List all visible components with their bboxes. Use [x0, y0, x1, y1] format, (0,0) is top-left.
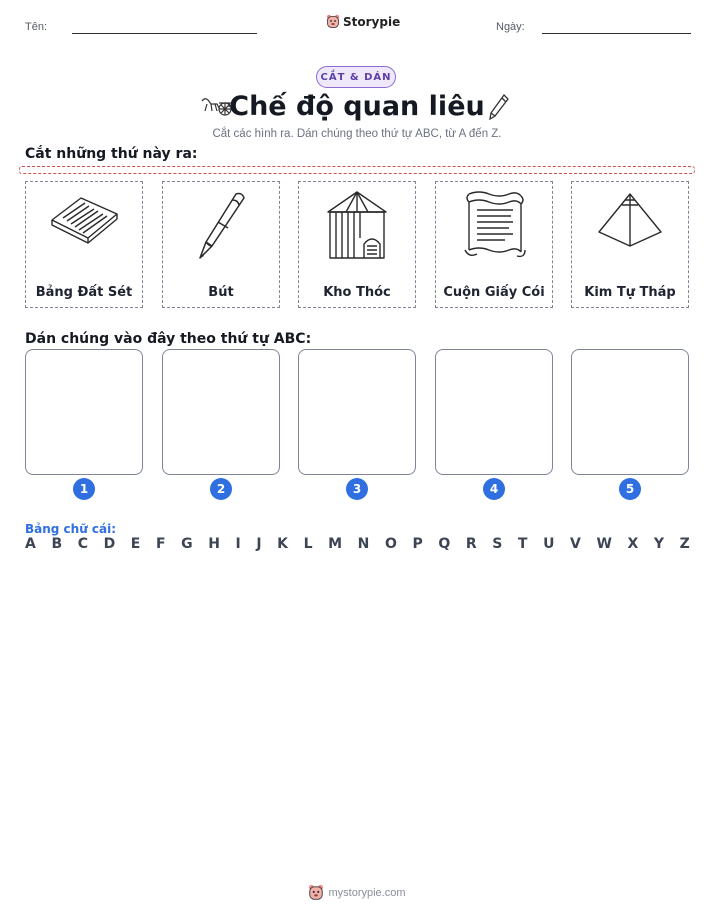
alphabet-letter: H: [208, 536, 220, 552]
alphabet-letter: O: [384, 536, 397, 552]
slot-number-1: 1: [73, 478, 95, 500]
alphabet-title: Bảng chữ cái:: [25, 522, 117, 536]
papyrus-scroll-icon: [455, 188, 533, 262]
brand-name: Storypie: [343, 14, 401, 29]
page-title: Chế độ quan liêu: [229, 91, 485, 122]
pyramid-icon: [591, 188, 669, 254]
alphabet-letter: F: [155, 536, 166, 552]
date-label: Ngày:: [496, 21, 525, 33]
alphabet-letter: D: [103, 536, 116, 552]
alphabet-letter: J: [256, 536, 262, 552]
cut-section-heading: Cắt những thứ này ra:: [25, 146, 198, 162]
paste-slot-5[interactable]: [571, 349, 689, 475]
cut-card-clay-tablet[interactable]: [25, 181, 143, 308]
alphabet-letter: B: [51, 536, 63, 552]
cut-card-papyrus[interactable]: [435, 181, 553, 308]
paste-slot-2[interactable]: [162, 349, 280, 475]
cut-and-paste-badge: CẮT & DÁN: [316, 66, 396, 88]
alphabet-letter: X: [627, 536, 639, 552]
pen-icon: [182, 188, 260, 260]
cut-card-pen[interactable]: [162, 181, 280, 308]
paste-slot-3[interactable]: [298, 349, 416, 475]
cut-card-pyramid[interactable]: [571, 181, 689, 308]
slot-number-2: 2: [210, 478, 232, 500]
alphabet-letter: I: [235, 536, 241, 552]
brand-logo: [326, 14, 400, 29]
card-label: Kim Tự Tháp: [584, 285, 676, 300]
alphabet-letter: N: [357, 536, 370, 552]
card-label: Cuộn Giấy Cói: [443, 285, 545, 300]
alphabet-letter: W: [596, 536, 612, 552]
clay-tablet-icon: [45, 188, 123, 250]
slot-number-5: 5: [619, 478, 641, 500]
pencil-icon: [487, 92, 511, 122]
paste-slot-1[interactable]: [25, 349, 143, 475]
card-label: Kho Thóc: [323, 285, 391, 300]
alphabet-letter: V: [570, 536, 581, 552]
paste-section-heading: Dán chúng vào đây theo thứ tự ABC:: [25, 331, 312, 347]
alphabet-letter: L: [303, 536, 313, 552]
cut-card-granary[interactable]: [298, 181, 416, 308]
name-line[interactable]: [72, 33, 257, 34]
cut-line: [19, 166, 695, 174]
alphabet-letter: Y: [653, 536, 665, 552]
instructions-subtitle: Cắt các hình ra. Dán chúng theo thứ tự ABC, từ A đến Z.: [212, 128, 502, 140]
name-label: Tên:: [25, 21, 48, 33]
alphabet-letter: E: [130, 536, 141, 552]
alphabet-letter: K: [277, 536, 289, 552]
alphabet-letter: S: [492, 536, 503, 552]
alphabet-letter: A: [25, 536, 36, 552]
alphabet-letter: C: [77, 536, 88, 552]
alphabet-row: [25, 536, 690, 552]
date-line[interactable]: [542, 33, 691, 34]
alphabet-letter: U: [543, 536, 555, 552]
card-label: Bút: [208, 285, 234, 300]
paste-slot-4[interactable]: [435, 349, 553, 475]
alphabet-letter: P: [412, 536, 423, 552]
alphabet-letter: Z: [679, 536, 690, 552]
footer-url[interactable]: mystorypie.com: [328, 886, 406, 899]
card-label: Bảng Đất Sét: [35, 285, 133, 300]
alphabet-letter: R: [465, 536, 477, 552]
alphabet-letter: G: [181, 536, 193, 552]
alphabet-letter: Q: [438, 536, 451, 552]
footer: [0, 884, 714, 901]
storypie-bear-icon: [326, 14, 340, 29]
granary-icon: [318, 188, 396, 262]
alphabet-letter: T: [517, 536, 528, 552]
slot-number-4: 4: [483, 478, 505, 500]
slot-number-3: 3: [346, 478, 368, 500]
alphabet-letter: M: [328, 536, 343, 552]
storypie-bear-icon: [308, 884, 324, 901]
